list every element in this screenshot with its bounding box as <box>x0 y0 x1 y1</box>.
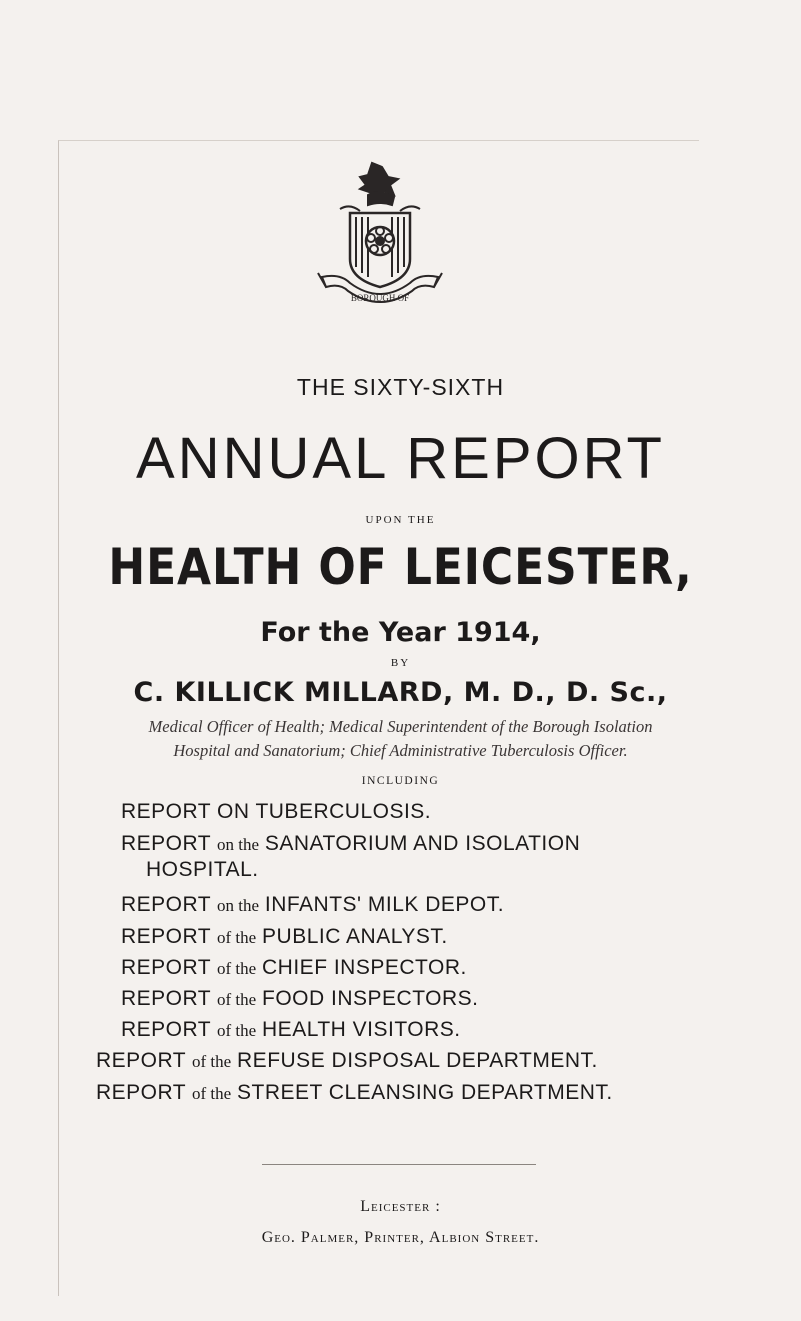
list-item: REPORT on the SANATORIUM AND ISOLATION <box>121 832 581 855</box>
list-item: REPORT of the PUBLIC ANALYST. <box>121 925 448 948</box>
report-year: For the Year 1914, <box>260 617 541 648</box>
list-item-continuation: HOSPITAL. <box>146 858 259 881</box>
publisher-printer: Geo. Palmer, Printer, Albion Street. <box>261 1229 540 1246</box>
author-titles <box>0 715 801 763</box>
list-item: REPORT of the REFUSE DISPOSAL DEPARTMENT. <box>96 1049 598 1072</box>
list-item: REPORT of the FOOD INSPECTORS. <box>121 987 479 1010</box>
by-label: BY <box>390 657 411 669</box>
author-name: C. KILLICK MILLARD, M. D., D. Sc., <box>133 677 668 708</box>
including-label: INCLUDING <box>361 775 440 787</box>
crest-motto: BOROUGH OF <box>350 293 410 303</box>
divider <box>262 1164 536 1165</box>
report-ordinal: THE SIXTY-SIXTH <box>296 374 505 400</box>
borough-crest-icon <box>310 155 450 315</box>
list-item: REPORT on the INFANTS' MILK DEPOT. <box>121 893 505 916</box>
report-subject: HEALTH OF LEICESTER, <box>108 538 693 596</box>
upon-the-label: UPON THE <box>365 514 436 526</box>
author-titles-line-2: Hospital and Sanatorium; Chief Administrative Tuberculosis Officer. <box>173 741 628 760</box>
list-item: REPORT of the HEALTH VISITORS. <box>121 1018 461 1041</box>
list-item: REPORT of the STREET CLEANSING DEPARTMENT. <box>96 1081 613 1104</box>
list-item: REPORT of the CHIEF INSPECTOR. <box>121 956 467 979</box>
author-titles-line-1: Medical Officer of Health; Medical Superintendent of the Borough Isolation <box>148 717 653 736</box>
report-title: ANNUAL REPORT <box>136 426 665 491</box>
publisher-city: Leicester : <box>360 1198 441 1215</box>
list-item: REPORT ON TUBERCULOSIS. <box>121 800 432 823</box>
